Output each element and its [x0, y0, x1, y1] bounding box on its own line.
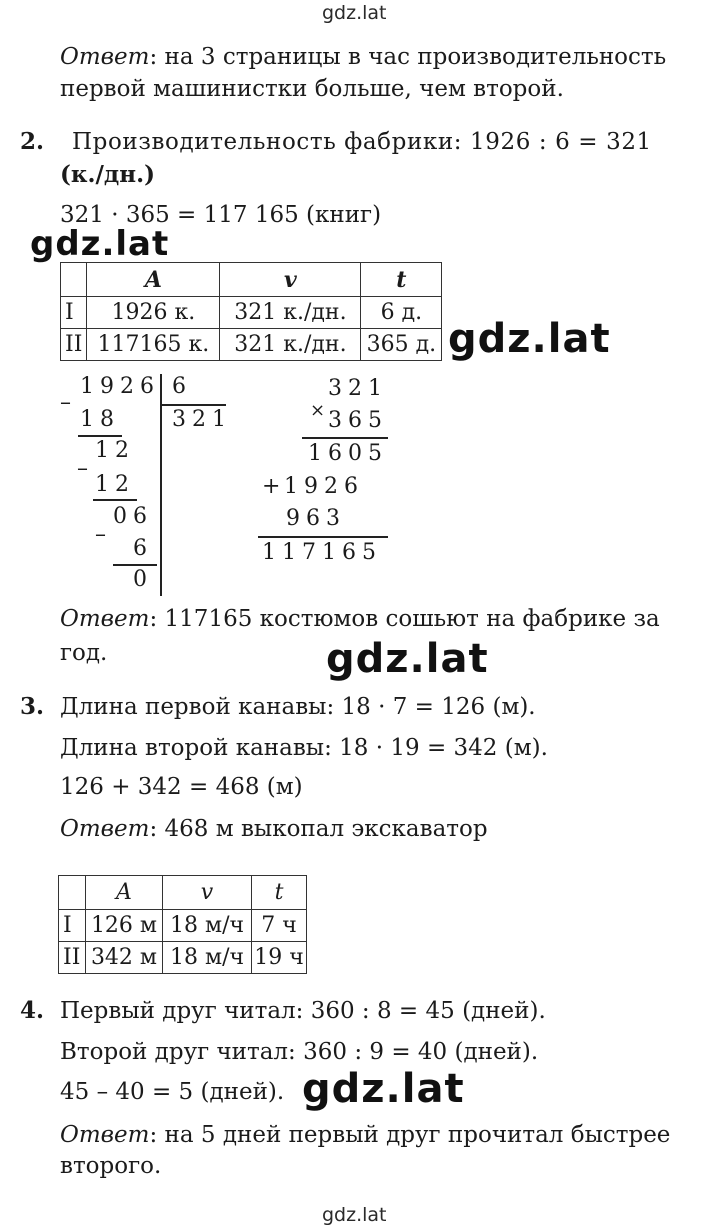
table-cell: I [59, 910, 86, 942]
mult-rule [258, 536, 388, 538]
table-header: A [86, 876, 163, 910]
watermark-top: gdz.lat [322, 2, 387, 24]
division-rule [113, 564, 157, 566]
task2-number: 2. [20, 128, 45, 155]
mult-rule [302, 437, 388, 439]
task3-line3: 126 + 342 = 468 (м) [60, 774, 303, 800]
table-cell: 18 м/ч [163, 942, 252, 974]
table-cell: II [59, 942, 86, 974]
table-cell: I [61, 297, 87, 329]
task4-line2: Второй друг читал: 360 : 9 = 40 (дней). [60, 1039, 539, 1065]
mult-result: 117165 [262, 540, 382, 565]
task4-answer-line2: второго. [60, 1153, 162, 1179]
table-cell: 6 д. [361, 297, 442, 329]
division-step: 12 [95, 472, 135, 497]
task3-number: 3. [20, 693, 45, 720]
division-step: 12 [95, 438, 135, 463]
mult-factor-a: 321 [328, 376, 388, 401]
intro-answer-line2: первой машинистки больше, чем второй. [60, 76, 564, 102]
mult-times-sign: × [310, 400, 332, 421]
division-step: 18 [80, 407, 120, 432]
mult-factor-b: 365 [328, 408, 388, 433]
division-vertical-line [160, 374, 162, 596]
division-quotient: 321 [172, 407, 232, 432]
table-row [61, 297, 442, 329]
division-step: 0 [133, 567, 153, 592]
task2-table [60, 262, 442, 361]
division-quotient-line [160, 404, 226, 406]
table-cell: 19 ч [252, 942, 307, 974]
watermark-2: gdz.lat [448, 316, 611, 362]
table-header: A [87, 263, 220, 297]
division-dividend: 1926 [80, 374, 160, 399]
watermark-bottom: gdz.lat [322, 1204, 387, 1226]
table-header: v [220, 263, 361, 297]
table-cell: 18 м/ч [163, 910, 252, 942]
watermark-4: gdz.lat [302, 1066, 465, 1112]
division-rule [78, 435, 122, 437]
table-header-row [61, 263, 442, 297]
table-cell: 7 ч [252, 910, 307, 942]
division-minus: – [95, 522, 112, 547]
task2-answer-line1: Ответ: 117165 костюмов сошьют на фабрике за [60, 606, 660, 632]
table-header: t [252, 876, 307, 910]
task4-answer-line1: Ответ: на 5 дней первый друг прочитал быстрее [60, 1122, 671, 1148]
division-minus: – [77, 456, 94, 481]
table-cell: II [61, 329, 87, 361]
division-step: 6 [133, 536, 153, 561]
table-row [61, 329, 442, 361]
mult-partial: 1926 [284, 474, 364, 499]
task2-answer-line2: год. [60, 640, 108, 666]
table-cell: 342 м [86, 942, 163, 974]
task3-answer: Ответ: 468 м выкопал экскаватор [60, 816, 488, 842]
mult-partial: 1605 [308, 441, 388, 466]
mult-plus-sign: + [262, 474, 287, 499]
table-header: v [163, 876, 252, 910]
table-cell: 365 д. [361, 329, 442, 361]
task4-number: 4. [20, 997, 45, 1024]
table-header [61, 263, 87, 297]
table-cell: 117165 к. [87, 329, 220, 361]
table-row [59, 910, 307, 942]
task3-line1: Длина первой канавы: 18 · 7 = 126 (м). [60, 694, 536, 720]
task4-line3: 45 – 40 = 5 (дней). [60, 1079, 285, 1105]
table-cell: 321 к./дн. [220, 329, 361, 361]
table-cell: 126 м [86, 910, 163, 942]
watermark-3: gdz.lat [326, 636, 489, 682]
division-divisor: 6 [172, 374, 192, 399]
table-header-row [59, 876, 307, 910]
division-rule [93, 499, 137, 501]
table-row [59, 942, 307, 974]
task2-line1: Производительность фабрики: 1926 : 6 = 321 [72, 129, 652, 155]
task3-table [58, 875, 307, 974]
division-minus: – [60, 390, 77, 415]
mult-partial: 963 [286, 506, 346, 531]
table-header: t [361, 263, 442, 297]
table-header [59, 876, 86, 910]
intro-answer-line1: Ответ: на 3 страницы в час производительность [60, 44, 667, 70]
table-cell: 1926 к. [87, 297, 220, 329]
watermark-1: gdz.lat [30, 224, 170, 264]
task2-line2: (к./дн.) [60, 161, 155, 188]
task2-line3: 321 · 365 = 117 165 (книг) [60, 202, 382, 228]
division-step: 06 [113, 504, 153, 529]
table-cell: 321 к./дн. [220, 297, 361, 329]
task4-line1: Первый друг читал: 360 : 8 = 45 (дней). [60, 998, 546, 1024]
task3-line2: Длина второй канавы: 18 · 19 = 342 (м). [60, 735, 548, 761]
